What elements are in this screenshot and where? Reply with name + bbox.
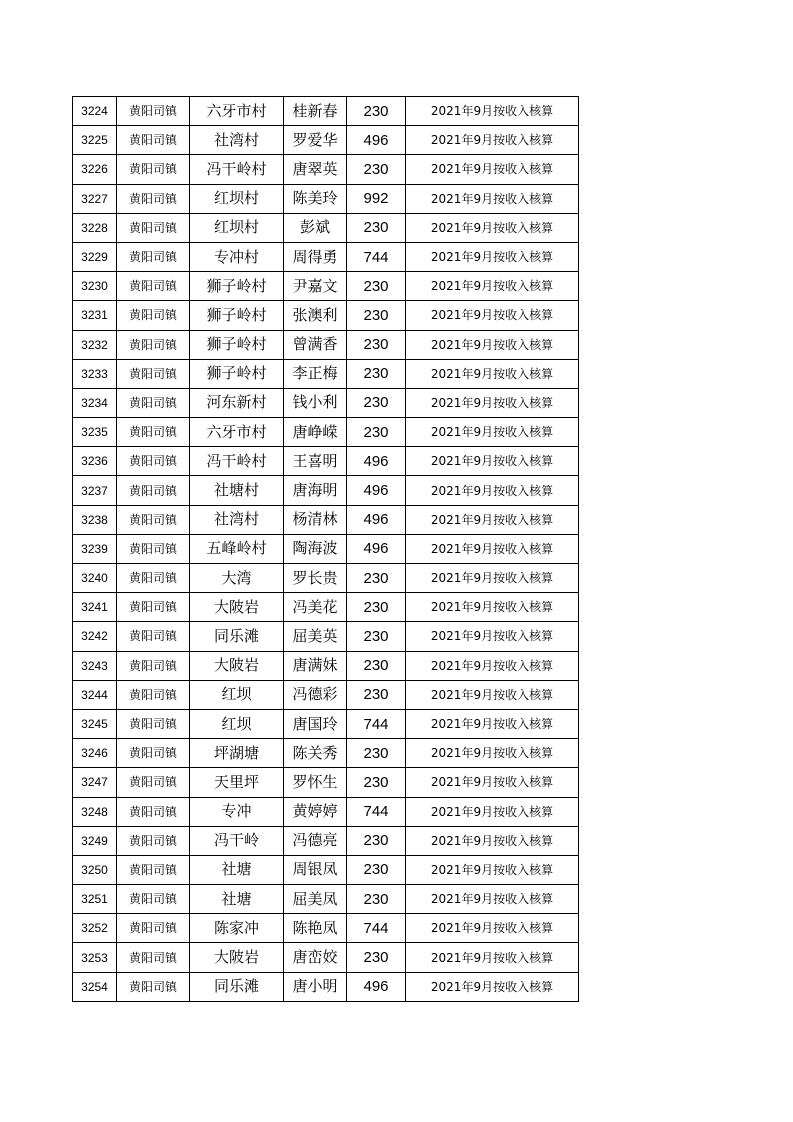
record-id-cell: 3237 bbox=[73, 476, 117, 505]
person-name-cell: 钱小利 bbox=[284, 388, 347, 417]
amount-cell: 230 bbox=[347, 680, 406, 709]
note-cell: 2021年9月按收入核算 bbox=[406, 213, 579, 242]
table-row bbox=[73, 388, 579, 417]
table-row bbox=[73, 184, 579, 213]
table-row bbox=[73, 564, 579, 593]
village-cell: 冯干岭村 bbox=[190, 155, 284, 184]
record-id-cell: 3240 bbox=[73, 564, 117, 593]
person-name-cell: 杨清林 bbox=[284, 505, 347, 534]
amount-cell: 230 bbox=[347, 330, 406, 359]
amount-cell: 230 bbox=[347, 855, 406, 884]
village-cell: 五峰岭村 bbox=[190, 534, 284, 563]
town-cell: 黄阳司镇 bbox=[117, 943, 190, 972]
town-cell: 黄阳司镇 bbox=[117, 213, 190, 242]
record-id-cell: 3225 bbox=[73, 126, 117, 155]
table-row bbox=[73, 301, 579, 330]
note-cell: 2021年9月按收入核算 bbox=[406, 680, 579, 709]
town-cell: 黄阳司镇 bbox=[117, 272, 190, 301]
town-cell: 黄阳司镇 bbox=[117, 126, 190, 155]
amount-cell: 230 bbox=[347, 651, 406, 680]
town-cell: 黄阳司镇 bbox=[117, 768, 190, 797]
note-cell: 2021年9月按收入核算 bbox=[406, 593, 579, 622]
note-cell: 2021年9月按收入核算 bbox=[406, 272, 579, 301]
table-row bbox=[73, 155, 579, 184]
village-cell: 冯干岭 bbox=[190, 826, 284, 855]
town-cell: 黄阳司镇 bbox=[117, 739, 190, 768]
village-cell: 大陂岩 bbox=[190, 593, 284, 622]
record-id-cell: 3232 bbox=[73, 330, 117, 359]
town-cell: 黄阳司镇 bbox=[117, 388, 190, 417]
note-cell: 2021年9月按收入核算 bbox=[406, 855, 579, 884]
town-cell: 黄阳司镇 bbox=[117, 593, 190, 622]
town-cell: 黄阳司镇 bbox=[117, 680, 190, 709]
town-cell: 黄阳司镇 bbox=[117, 855, 190, 884]
table-row bbox=[73, 826, 579, 855]
table-row bbox=[73, 855, 579, 884]
amount-cell: 496 bbox=[347, 126, 406, 155]
note-cell: 2021年9月按收入核算 bbox=[406, 359, 579, 388]
table-row bbox=[73, 359, 579, 388]
note-cell: 2021年9月按收入核算 bbox=[406, 943, 579, 972]
village-cell: 红坝村 bbox=[190, 184, 284, 213]
note-cell: 2021年9月按收入核算 bbox=[406, 768, 579, 797]
person-name-cell: 唐小明 bbox=[284, 972, 347, 1001]
village-cell: 红坝村 bbox=[190, 213, 284, 242]
records-table bbox=[72, 96, 579, 1002]
amount-cell: 496 bbox=[347, 534, 406, 563]
note-cell: 2021年9月按收入核算 bbox=[406, 301, 579, 330]
amount-cell: 230 bbox=[347, 885, 406, 914]
note-cell: 2021年9月按收入核算 bbox=[406, 914, 579, 943]
amount-cell: 496 bbox=[347, 476, 406, 505]
amount-cell: 496 bbox=[347, 505, 406, 534]
village-cell: 坪湖塘 bbox=[190, 739, 284, 768]
amount-cell: 230 bbox=[347, 272, 406, 301]
record-id-cell: 3238 bbox=[73, 505, 117, 534]
amount-cell: 230 bbox=[347, 155, 406, 184]
table-row bbox=[73, 885, 579, 914]
record-id-cell: 3236 bbox=[73, 447, 117, 476]
amount-cell: 230 bbox=[347, 97, 406, 126]
table-row bbox=[73, 739, 579, 768]
table-row bbox=[73, 914, 579, 943]
town-cell: 黄阳司镇 bbox=[117, 330, 190, 359]
record-id-cell: 3244 bbox=[73, 680, 117, 709]
town-cell: 黄阳司镇 bbox=[117, 301, 190, 330]
note-cell: 2021年9月按收入核算 bbox=[406, 622, 579, 651]
record-id-cell: 3247 bbox=[73, 768, 117, 797]
amount-cell: 230 bbox=[347, 213, 406, 242]
table-row bbox=[73, 651, 579, 680]
town-cell: 黄阳司镇 bbox=[117, 534, 190, 563]
record-id-cell: 3239 bbox=[73, 534, 117, 563]
town-cell: 黄阳司镇 bbox=[117, 476, 190, 505]
town-cell: 黄阳司镇 bbox=[117, 505, 190, 534]
person-name-cell: 冯德彩 bbox=[284, 680, 347, 709]
person-name-cell: 罗怀生 bbox=[284, 768, 347, 797]
village-cell: 冯干岭村 bbox=[190, 447, 284, 476]
record-id-cell: 3249 bbox=[73, 826, 117, 855]
village-cell: 社湾村 bbox=[190, 505, 284, 534]
record-id-cell: 3241 bbox=[73, 593, 117, 622]
amount-cell: 744 bbox=[347, 914, 406, 943]
note-cell: 2021年9月按收入核算 bbox=[406, 418, 579, 447]
person-name-cell: 黄婷婷 bbox=[284, 797, 347, 826]
record-id-cell: 3224 bbox=[73, 97, 117, 126]
person-name-cell: 唐峦姣 bbox=[284, 943, 347, 972]
note-cell: 2021年9月按收入核算 bbox=[406, 184, 579, 213]
table-row bbox=[73, 97, 579, 126]
amount-cell: 230 bbox=[347, 943, 406, 972]
record-id-cell: 3252 bbox=[73, 914, 117, 943]
person-name-cell: 唐翠英 bbox=[284, 155, 347, 184]
note-cell: 2021年9月按收入核算 bbox=[406, 97, 579, 126]
table-row bbox=[73, 242, 579, 271]
amount-cell: 230 bbox=[347, 301, 406, 330]
town-cell: 黄阳司镇 bbox=[117, 97, 190, 126]
person-name-cell: 屈美英 bbox=[284, 622, 347, 651]
table-row bbox=[73, 126, 579, 155]
note-cell: 2021年9月按收入核算 bbox=[406, 564, 579, 593]
village-cell: 狮子岭村 bbox=[190, 330, 284, 359]
note-cell: 2021年9月按收入核算 bbox=[406, 826, 579, 855]
note-cell: 2021年9月按收入核算 bbox=[406, 476, 579, 505]
note-cell: 2021年9月按收入核算 bbox=[406, 330, 579, 359]
person-name-cell: 周银凤 bbox=[284, 855, 347, 884]
person-name-cell: 李正梅 bbox=[284, 359, 347, 388]
person-name-cell: 尹嘉文 bbox=[284, 272, 347, 301]
record-id-cell: 3230 bbox=[73, 272, 117, 301]
amount-cell: 230 bbox=[347, 418, 406, 447]
person-name-cell: 罗长贵 bbox=[284, 564, 347, 593]
amount-cell: 744 bbox=[347, 797, 406, 826]
person-name-cell: 陈艳凤 bbox=[284, 914, 347, 943]
village-cell: 红坝 bbox=[190, 709, 284, 738]
village-cell: 大陂岩 bbox=[190, 943, 284, 972]
note-cell: 2021年9月按收入核算 bbox=[406, 447, 579, 476]
town-cell: 黄阳司镇 bbox=[117, 564, 190, 593]
person-name-cell: 唐满妹 bbox=[284, 651, 347, 680]
village-cell: 社塘村 bbox=[190, 476, 284, 505]
town-cell: 黄阳司镇 bbox=[117, 418, 190, 447]
amount-cell: 230 bbox=[347, 593, 406, 622]
note-cell: 2021年9月按收入核算 bbox=[406, 155, 579, 184]
record-id-cell: 3254 bbox=[73, 972, 117, 1001]
table-row bbox=[73, 418, 579, 447]
record-id-cell: 3233 bbox=[73, 359, 117, 388]
amount-cell: 230 bbox=[347, 826, 406, 855]
person-name-cell: 冯美花 bbox=[284, 593, 347, 622]
record-id-cell: 3227 bbox=[73, 184, 117, 213]
amount-cell: 496 bbox=[347, 972, 406, 1001]
village-cell: 红坝 bbox=[190, 680, 284, 709]
amount-cell: 992 bbox=[347, 184, 406, 213]
records-table-body bbox=[73, 97, 579, 1002]
note-cell: 2021年9月按收入核算 bbox=[406, 797, 579, 826]
table-row bbox=[73, 797, 579, 826]
village-cell: 狮子岭村 bbox=[190, 301, 284, 330]
village-cell: 专冲 bbox=[190, 797, 284, 826]
amount-cell: 230 bbox=[347, 768, 406, 797]
town-cell: 黄阳司镇 bbox=[117, 885, 190, 914]
village-cell: 大陂岩 bbox=[190, 651, 284, 680]
amount-cell: 230 bbox=[347, 359, 406, 388]
record-id-cell: 3243 bbox=[73, 651, 117, 680]
person-name-cell: 陈关秀 bbox=[284, 739, 347, 768]
village-cell: 狮子岭村 bbox=[190, 359, 284, 388]
person-name-cell: 唐海明 bbox=[284, 476, 347, 505]
person-name-cell: 冯德亮 bbox=[284, 826, 347, 855]
village-cell: 狮子岭村 bbox=[190, 272, 284, 301]
note-cell: 2021年9月按收入核算 bbox=[406, 505, 579, 534]
record-id-cell: 3229 bbox=[73, 242, 117, 271]
table-row bbox=[73, 709, 579, 738]
person-name-cell: 周得勇 bbox=[284, 242, 347, 271]
person-name-cell: 屈美凤 bbox=[284, 885, 347, 914]
note-cell: 2021年9月按收入核算 bbox=[406, 388, 579, 417]
record-id-cell: 3231 bbox=[73, 301, 117, 330]
town-cell: 黄阳司镇 bbox=[117, 972, 190, 1001]
person-name-cell: 陶海波 bbox=[284, 534, 347, 563]
town-cell: 黄阳司镇 bbox=[117, 797, 190, 826]
record-id-cell: 3248 bbox=[73, 797, 117, 826]
town-cell: 黄阳司镇 bbox=[117, 184, 190, 213]
record-id-cell: 3245 bbox=[73, 709, 117, 738]
town-cell: 黄阳司镇 bbox=[117, 242, 190, 271]
village-cell: 社塘 bbox=[190, 855, 284, 884]
amount-cell: 496 bbox=[347, 447, 406, 476]
amount-cell: 230 bbox=[347, 564, 406, 593]
town-cell: 黄阳司镇 bbox=[117, 709, 190, 738]
table-row bbox=[73, 330, 579, 359]
table-row bbox=[73, 272, 579, 301]
village-cell: 河东新村 bbox=[190, 388, 284, 417]
table-row bbox=[73, 943, 579, 972]
table-row bbox=[73, 534, 579, 563]
person-name-cell: 曾满香 bbox=[284, 330, 347, 359]
village-cell: 陈家冲 bbox=[190, 914, 284, 943]
table-row bbox=[73, 476, 579, 505]
amount-cell: 744 bbox=[347, 709, 406, 738]
table-row bbox=[73, 622, 579, 651]
record-id-cell: 3235 bbox=[73, 418, 117, 447]
town-cell: 黄阳司镇 bbox=[117, 447, 190, 476]
person-name-cell: 张澳利 bbox=[284, 301, 347, 330]
table-row bbox=[73, 447, 579, 476]
record-id-cell: 3234 bbox=[73, 388, 117, 417]
person-name-cell: 陈美玲 bbox=[284, 184, 347, 213]
town-cell: 黄阳司镇 bbox=[117, 155, 190, 184]
village-cell: 天里坪 bbox=[190, 768, 284, 797]
village-cell: 社湾村 bbox=[190, 126, 284, 155]
table-row bbox=[73, 213, 579, 242]
town-cell: 黄阳司镇 bbox=[117, 622, 190, 651]
town-cell: 黄阳司镇 bbox=[117, 359, 190, 388]
record-id-cell: 3253 bbox=[73, 943, 117, 972]
amount-cell: 230 bbox=[347, 739, 406, 768]
note-cell: 2021年9月按收入核算 bbox=[406, 885, 579, 914]
table-row bbox=[73, 972, 579, 1001]
table-row bbox=[73, 768, 579, 797]
record-id-cell: 3226 bbox=[73, 155, 117, 184]
person-name-cell: 王喜明 bbox=[284, 447, 347, 476]
record-id-cell: 3242 bbox=[73, 622, 117, 651]
note-cell: 2021年9月按收入核算 bbox=[406, 242, 579, 271]
amount-cell: 744 bbox=[347, 242, 406, 271]
note-cell: 2021年9月按收入核算 bbox=[406, 709, 579, 738]
note-cell: 2021年9月按收入核算 bbox=[406, 739, 579, 768]
person-name-cell: 彭斌 bbox=[284, 213, 347, 242]
note-cell: 2021年9月按收入核算 bbox=[406, 972, 579, 1001]
table-row bbox=[73, 505, 579, 534]
town-cell: 黄阳司镇 bbox=[117, 914, 190, 943]
note-cell: 2021年9月按收入核算 bbox=[406, 651, 579, 680]
village-cell: 同乐滩 bbox=[190, 622, 284, 651]
note-cell: 2021年9月按收入核算 bbox=[406, 534, 579, 563]
town-cell: 黄阳司镇 bbox=[117, 651, 190, 680]
village-cell: 社塘 bbox=[190, 885, 284, 914]
table-row bbox=[73, 680, 579, 709]
record-id-cell: 3228 bbox=[73, 213, 117, 242]
person-name-cell: 罗爱华 bbox=[284, 126, 347, 155]
village-cell: 大湾 bbox=[190, 564, 284, 593]
record-id-cell: 3246 bbox=[73, 739, 117, 768]
record-id-cell: 3250 bbox=[73, 855, 117, 884]
person-name-cell: 桂新春 bbox=[284, 97, 347, 126]
person-name-cell: 唐国玲 bbox=[284, 709, 347, 738]
village-cell: 同乐滩 bbox=[190, 972, 284, 1001]
note-cell: 2021年9月按收入核算 bbox=[406, 126, 579, 155]
village-cell: 六牙市村 bbox=[190, 418, 284, 447]
town-cell: 黄阳司镇 bbox=[117, 826, 190, 855]
amount-cell: 230 bbox=[347, 388, 406, 417]
person-name-cell: 唐峥嵘 bbox=[284, 418, 347, 447]
table-row bbox=[73, 593, 579, 622]
village-cell: 专冲村 bbox=[190, 242, 284, 271]
amount-cell: 230 bbox=[347, 622, 406, 651]
village-cell: 六牙市村 bbox=[190, 97, 284, 126]
record-id-cell: 3251 bbox=[73, 885, 117, 914]
